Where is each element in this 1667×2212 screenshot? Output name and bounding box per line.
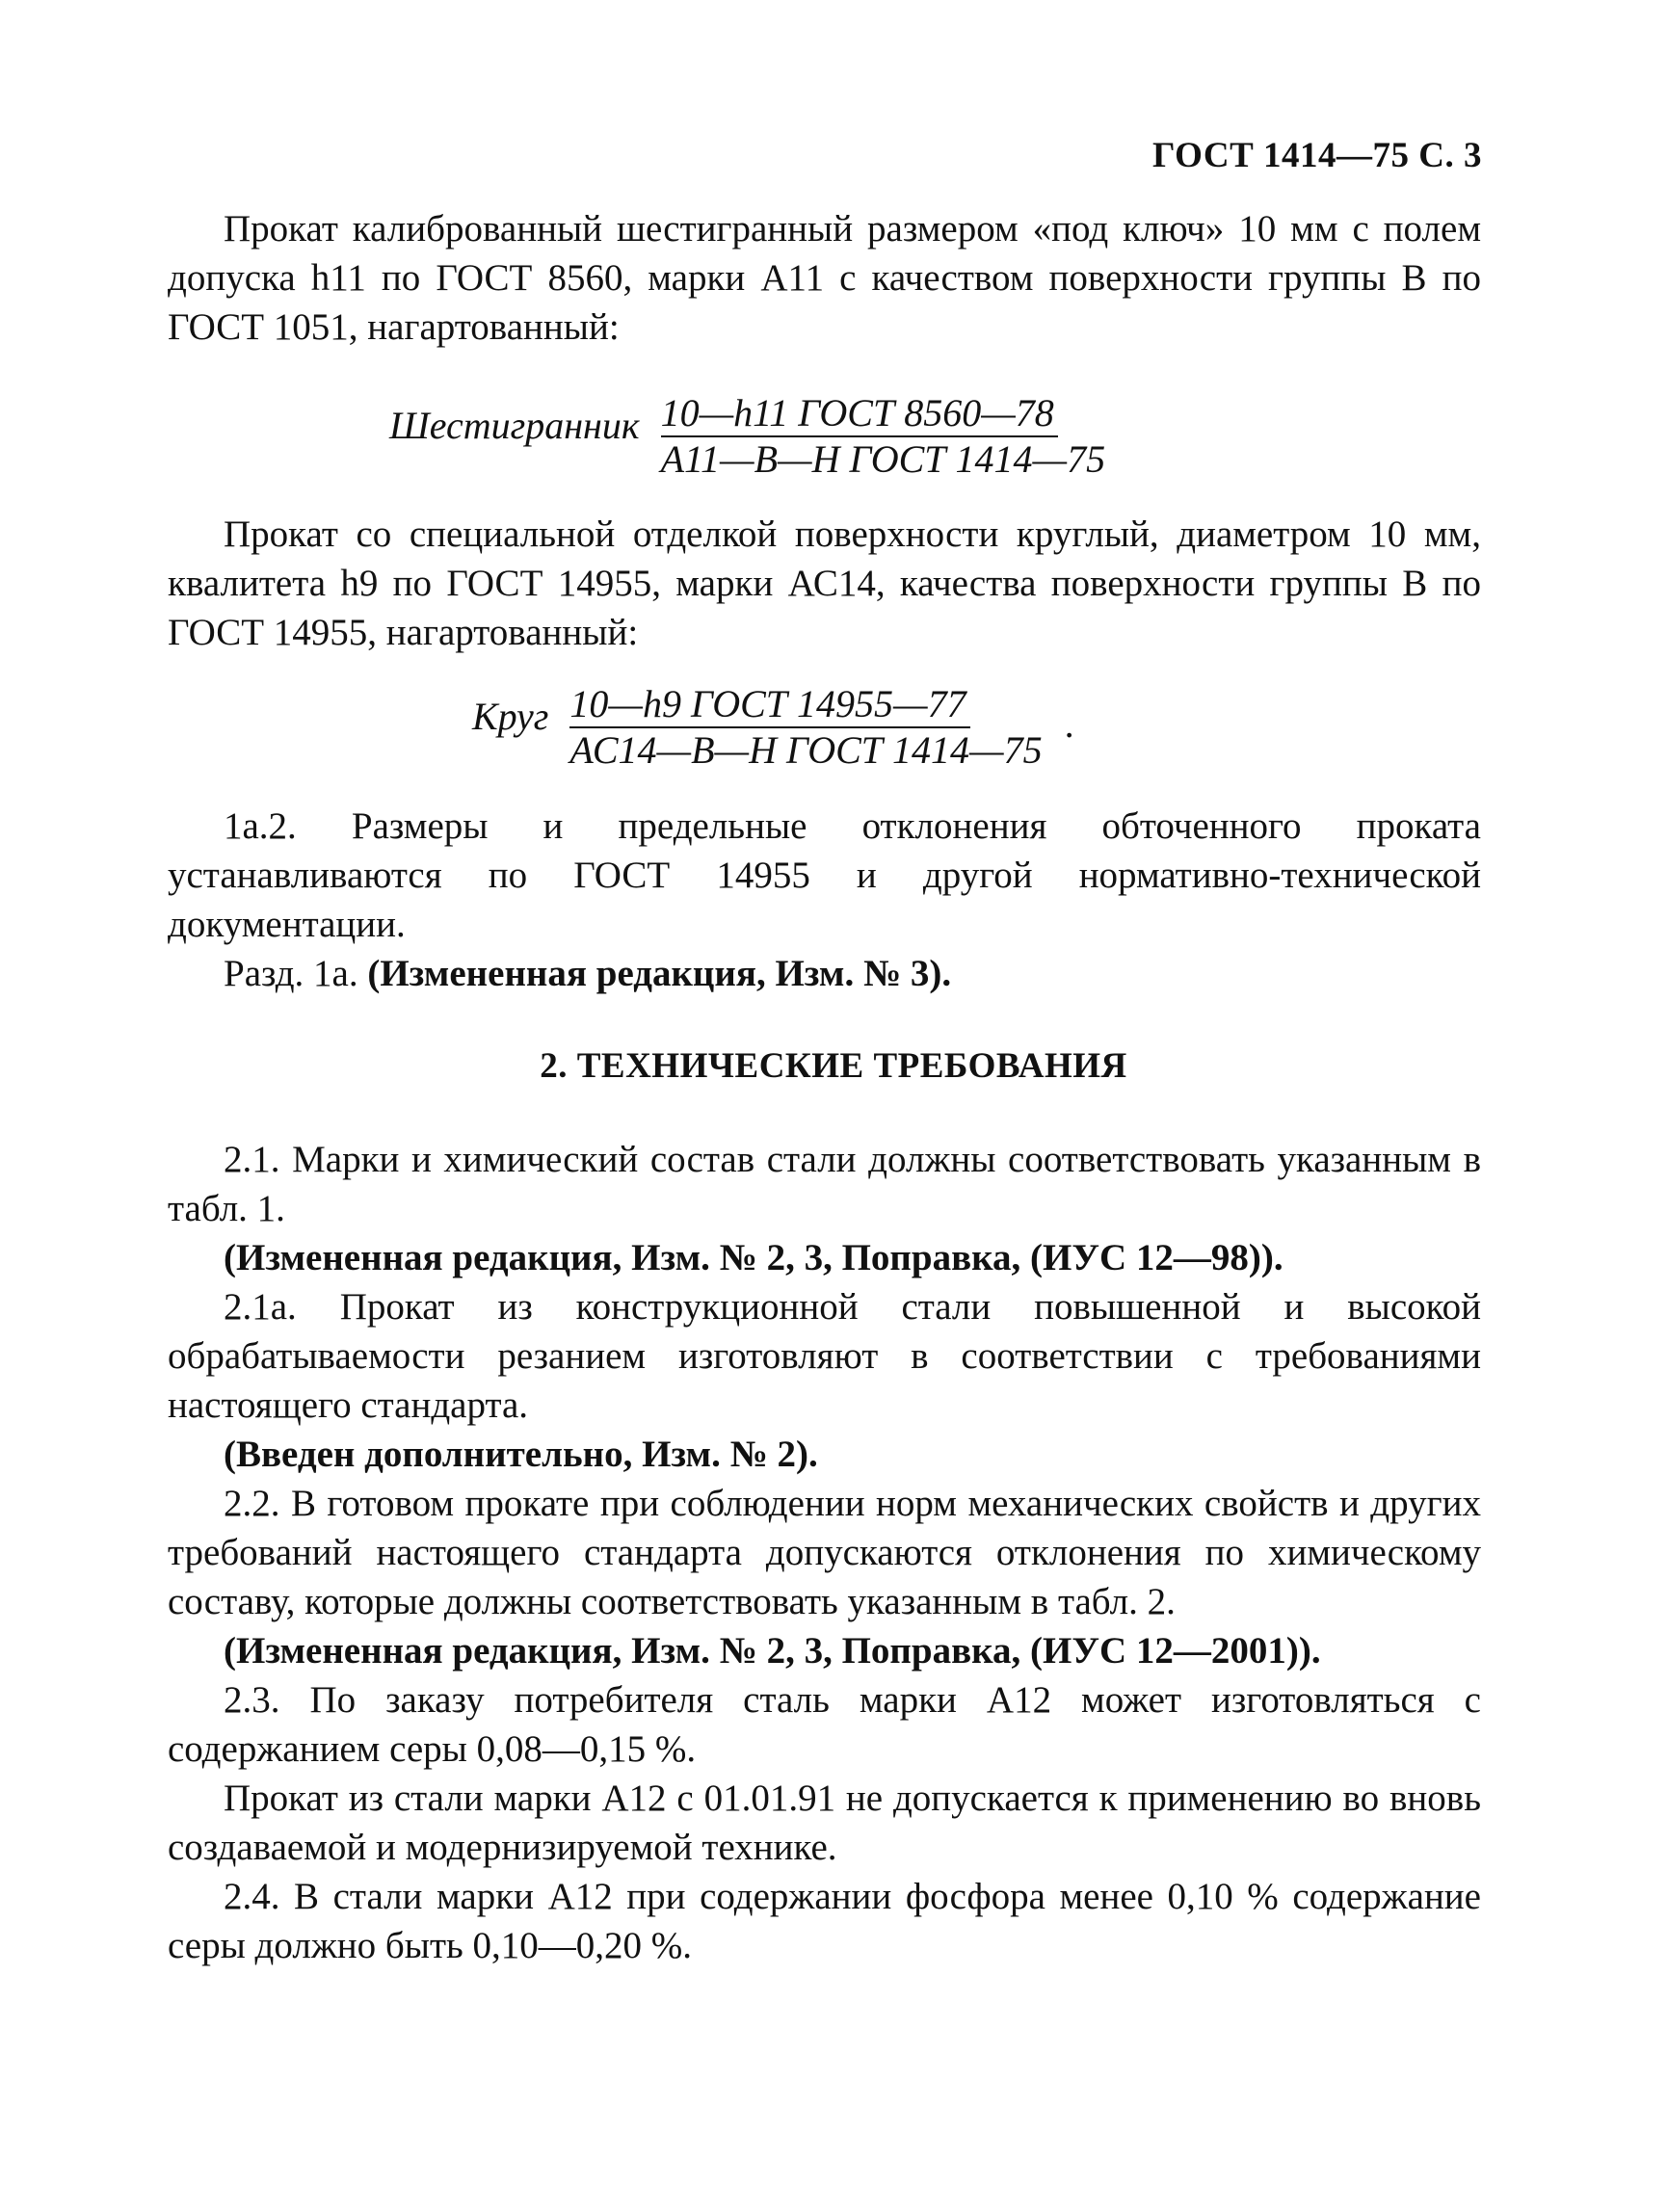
- paragraph-hex-bar: [168, 204, 1481, 352]
- formula-fraction: [569, 684, 1045, 771]
- clause-2-2: 2.2. В готовом прокате при соблюдении норм механических свойств и других требований настоящего стандарта допускаются отклонения по химическому составу, которые должны соответствовать указанным в табл. 2.: [168, 1483, 1481, 1622]
- note-bold: (Измененная редакция, Изм. № 3).: [367, 953, 952, 994]
- paragraph-text: 1а.2. Размеры и предельные отклонения обточенного проката устанавливаются по ГОСТ 14955 и другой нормативно-технической документации.: [168, 805, 1481, 945]
- clause-2-4: 2.4. В стали марки А12 при содержании фосфора менее 0,10 % содержание серы должно быть 0,10—0,20 %.: [168, 1876, 1481, 1966]
- formula-numerator: 10—h9 ГОСТ 14955—77: [569, 684, 969, 728]
- clause-2-1a: 2.1а. Прокат из конструкционной стали повышенной и высокой обрабатываемости резанием изготовляют в соответствии с требованиями настоящего стандарта.: [168, 1286, 1481, 1426]
- note-prefix: Разд. 1а.: [224, 953, 358, 994]
- clause-2-3-extra: Прокат из стали марки А12 с 01.01.91 не допускается к применению во вновь создаваемой и модернизируемой технике.: [168, 1778, 1481, 1868]
- page-header: ГОСТ 1414—75 С. 3: [1152, 136, 1482, 175]
- amendment-note: [168, 949, 1481, 998]
- formula-fraction: [661, 393, 1110, 480]
- clause-2-3: 2.3. По заказу потребителя сталь марки А12 может изготовляться с содержанием серы 0,08—0,15 %.: [168, 1679, 1481, 1770]
- paragraph-text: Прокат калиброванный шестигранный размером «под ключ» 10 мм с полем допуска h11 по ГОСТ 8560, марки А11 с качеством поверхности группы В по ГОСТ 1051, нагартованный:: [168, 208, 1481, 348]
- formula-label: Шестигранник: [389, 403, 640, 447]
- formula-round: [472, 684, 1075, 771]
- clause-2-1-note: (Измененная редакция, Изм. № 2, 3, Поправка, (ИУС 12—98)).: [224, 1237, 1283, 1278]
- paragraph-turned-bar: [168, 802, 1481, 998]
- technical-requirements-body: [168, 1135, 1481, 1970]
- paragraph-round-bar: [168, 510, 1481, 657]
- section-title: 2. ТЕХНИЧЕСКИЕ ТРЕБОВАНИЯ: [540, 1046, 1127, 1086]
- formula-label: Круг: [472, 694, 549, 738]
- clause-2-1a-note: (Введен дополнительно, Изм. № 2).: [224, 1434, 818, 1475]
- formula-period: .: [1065, 701, 1075, 746]
- formula-denominator: А11—В—Н ГОСТ 1414—75: [660, 437, 1106, 481]
- paragraph-text: Прокат со специальной отделкой поверхности круглый, диаметром 10 мм, квалитета h9 по ГОСТ 14955, марки АС14, качества поверхности группы В по ГОСТ 14955, нагартованный:: [168, 514, 1481, 653]
- clause-2-2-note: (Измененная редакция, Изм. № 2, 3, Поправка, (ИУС 12—2001)).: [224, 1630, 1321, 1672]
- formula-hexagon: [389, 393, 1109, 480]
- formula-numerator: 10—h11 ГОСТ 8560—78: [661, 393, 1058, 437]
- clause-2-1: 2.1. Марки и химический состав стали должны соответствовать указанным в табл. 1.: [168, 1139, 1481, 1229]
- formula-denominator: АС14—В—Н ГОСТ 1414—75: [569, 728, 1043, 772]
